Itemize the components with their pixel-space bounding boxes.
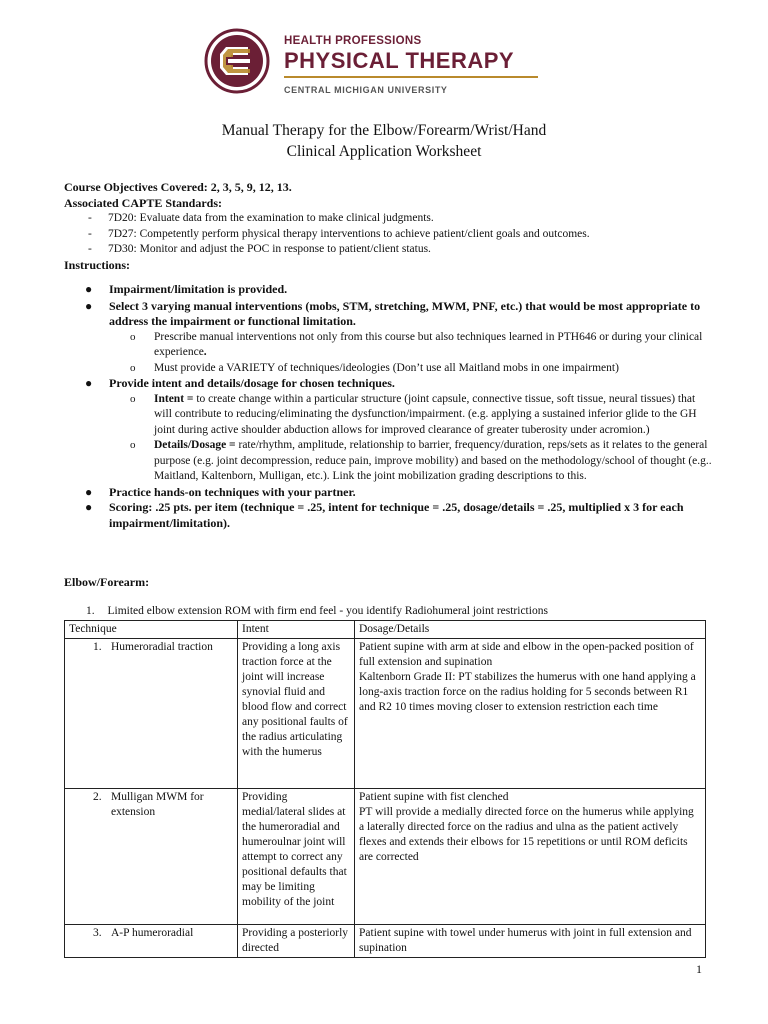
table-row	[65, 789, 706, 925]
technique-table	[64, 620, 706, 958]
bullet-icon: ●	[85, 484, 93, 499]
bullet-icon: ●	[85, 282, 93, 296]
dosage-cell: Patient supine with fist clenched PT will provide a medially directed force on the humerus while applying a laterally directed force on the radius and ulna as the patient actively flexes and extends their elbows for 15 repetitions or until ROM deficits are corrected	[355, 789, 706, 925]
table-header-row	[65, 621, 706, 639]
bullet-icon: ●	[85, 376, 93, 390]
column-header: Dosage/Details	[355, 621, 706, 639]
header-logo	[204, 28, 544, 98]
instruction-item: ● Provide intent and details/dosage for chosen techniques.	[85, 376, 395, 390]
capte-item: - 7D27: Competently perform physical therapy interventions to achieve patient/client goals and outcomes.	[88, 227, 590, 240]
instructions-list	[64, 282, 714, 531]
bullet-icon: ●	[85, 298, 93, 313]
capte-item: - 7D30: Monitor and adjust the POC in response to patient/client status.	[88, 243, 431, 255]
bullet-icon: ●	[85, 500, 93, 514]
instruction-item: ● Practice hands-on techniques with your partner.	[85, 484, 356, 499]
instruction-subitem: o Must provide a VARIETY of techniques/ideologies (Don’t use all Maitland mobs in one impairment)	[64, 361, 714, 377]
section-heading: Elbow/Forearm:	[64, 575, 150, 589]
doc-title-line-2: Clinical Application Worksheet	[286, 143, 482, 160]
logo-line-1: HEALTH PROFESSIONS	[284, 35, 422, 47]
instruction-subitem: o Prescribe manual interventions not only from this course but also techniques learned in PTH646 or during your clinical experience.	[130, 330, 703, 358]
objectives-line: Course Objectives Covered: 2, 3, 5, 9, 12, 13.	[64, 180, 292, 194]
intent-cell: Providing a posteriorly directed	[238, 925, 355, 958]
instructions-heading: Instructions:	[64, 257, 131, 272]
logo-line-3: CENTRAL MICHIGAN UNIVERSITY	[284, 85, 448, 95]
circle-bullet-icon: o	[130, 392, 136, 405]
intent-cell: Providing medial/lateral slides at the humeroradial and humeroulnar joint will attempt to correct any positional defaults that may be limiting mobility of the joint	[238, 789, 355, 925]
cmu-c-logo-icon	[204, 28, 270, 94]
instruction-subitem: o Details/Dosage = rate/rhythm, amplitude, relationship to barrier, frequency/duration, reps/sets as it relates to the general purpose (e.g. joint decompression, reduce pain, improve mobility) and based on the methodology/school of thought (e.g.. Maitland, Kaltenborn, Mulligan, etc.). Link the joint mobilization grading descriptions to this.	[130, 439, 712, 482]
logo-wordmark	[284, 34, 538, 96]
technique-cell: 1. Humeroradial traction	[65, 639, 238, 789]
circle-bullet-icon: o	[130, 439, 136, 451]
objectives-block	[64, 180, 714, 273]
circle-bullet-icon: o	[130, 330, 136, 343]
table-row	[65, 925, 706, 958]
instruction-item: ● Impairment/limitation is provided.	[85, 282, 288, 296]
column-header: Intent	[238, 621, 355, 639]
technique-cell: 2. Mulligan MWM for extension	[65, 789, 238, 925]
dosage-cell: Patient supine with arm at side and elbow in the open-packed position of full extension and supination Kaltenborn Grade II: PT stabilizes the humerus with one hand applying a long-axis traction force on the radius holding for 5 seconds between R1 and R2 10 times moving closer to extension restriction each time	[355, 639, 706, 789]
column-header: Technique	[65, 621, 238, 639]
logo-line-2: PHYSICAL THERAPY	[284, 48, 515, 73]
capte-heading: Associated CAPTE Standards:	[64, 195, 223, 210]
logo-divider	[284, 76, 538, 78]
dosage-cell: Patient supine with towel under humerus with joint in full extension and supination	[355, 925, 706, 958]
capte-item: - 7D20: Evaluate data from the examination to make clinical judgments.	[88, 212, 434, 224]
impairment-line: 1. Limited elbow extension ROM with firm end feel - you identify Radiohumeral joint restrictions	[86, 605, 548, 617]
doc-title-line-1: Manual Therapy for the Elbow/Forearm/Wrist/Hand	[221, 122, 547, 139]
instruction-item: ● Select 3 varying manual interventions (mobs, STM, stretching, MWM, PNF, etc.) that would be most appropriate to address the impairment or functional limitation.	[85, 298, 701, 328]
table-row	[65, 639, 706, 789]
page-number: 1	[696, 962, 702, 976]
instruction-subitem: o Intent = to create change within a particular structure (joint capsule, connective tissue, soft tissue, neural tissues) that will contribute to reducing/eliminating the dysfunction/impairment. (e.g. applying a sustained inferior glide to the GH joint during active shoulder abduction allows for improved clearance of greater tuberosity under acromion.)	[130, 392, 697, 436]
instruction-item: ● Scoring: .25 pts. per item (technique = .25, intent for technique = .25, dosage/details = .25, multiplied x 3 for each impairment/limitation).	[85, 500, 684, 530]
technique-cell: 3. A-P humeroradial	[65, 925, 238, 958]
circle-bullet-icon: o	[130, 361, 136, 374]
intent-cell: Providing a long axis traction force at the joint will increase synovial fluid and blood flow and correct any positional faults of the radius articulating with the humerus	[238, 639, 355, 789]
